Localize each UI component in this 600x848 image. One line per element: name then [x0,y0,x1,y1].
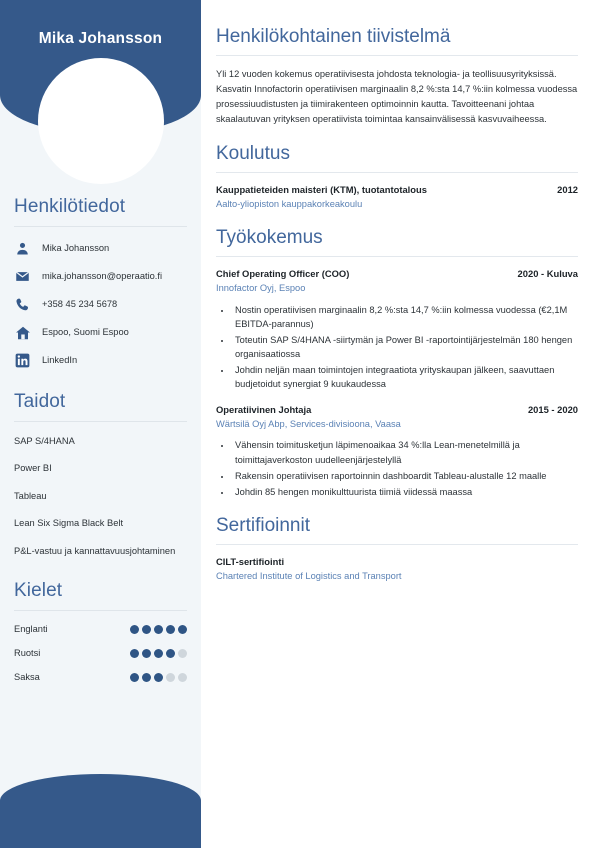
level-dot [178,625,187,634]
level-dot [130,625,139,634]
entry-header [216,184,578,197]
bullet-item: • Johdin neljän maan toimintojen integraatiota yrityskaupan jälkeen, saavuttaen budjetoidut synergiat 9 kuukaudessa [232,363,578,391]
level-dot [178,649,187,658]
entry-date: 2015 - 2020 [527,404,578,416]
sidebar-footer-banner [0,774,201,848]
candidate-name: Mika Johansson [38,30,163,47]
personal-details-heading: Henkilötiedot [14,196,126,217]
entry-title: Chief Operating Officer (COO) [216,268,350,280]
contact-address-text: Espoo, Suomi Espoo [42,326,129,337]
level-dot [130,673,139,682]
entry-title: CILT-sertifiointi [216,555,285,567]
experience-heading: Työkokemus [216,227,323,249]
bullet-item: • Johdin 85 hengen monikulttuurista tiimiä viidessä maassa [232,485,578,499]
languages-heading: Kielet [14,580,63,602]
language-row [14,648,187,658]
contact-phone-text: +358 45 234 5678 [42,298,118,309]
divider [216,256,578,257]
entry-date: 2020 - Kuluva [517,268,578,280]
language-name: Ruotsi [14,648,41,659]
contact-linkedin-text: LinkedIn [42,354,78,365]
section-summary [216,26,578,127]
level-dot [142,625,151,634]
language-name: Englanti [14,624,48,635]
entry-title: Kauppatieteiden maisteri (KTM), tuotantotalous [216,184,427,196]
section-skills [14,391,187,558]
main-content [201,0,600,848]
skills-heading: Taidot [14,391,66,412]
contact-email-text: mika.johansson@operaatio.fi [42,270,163,281]
section-experience [216,227,578,499]
divider [216,55,578,56]
entry-title: Operatiivinen Johtaja [216,404,312,416]
contact-row-linkedin[interactable] [14,352,187,369]
skill-item: SAP S/4HANA [14,436,75,446]
home-icon [14,324,31,341]
level-dot [166,649,175,658]
entry-date: 2012 [557,184,578,196]
entry-organization: Wärtsilä Oyj Abp, Services-divisioona, Vaasa [216,418,401,429]
contact-row-name [14,240,187,257]
skill-item: Power BI [14,463,52,474]
level-dot [154,673,163,682]
entry-bullets [232,438,578,499]
section-certifications [216,515,578,583]
language-name: Saksa [14,672,40,683]
summary-heading: Henkilökohtainen tiivistelmä [216,26,451,47]
phone-icon [14,296,31,313]
level-dot [166,625,175,634]
entry-organization: Aalto-yliopiston kauppakorkeakoulu [216,198,363,209]
education-heading: Koulutus [216,143,290,165]
level-dot [130,649,139,658]
language-level-dots [130,673,187,682]
level-dot [166,673,175,682]
experience-entry [216,268,578,391]
entry-header [216,268,578,281]
language-level-dots [130,625,187,634]
contact-row-phone[interactable] [14,296,187,313]
divider [216,544,578,545]
entry-organization: Chartered Institute of Logistics and Transport [216,570,402,581]
contact-row-address [14,324,187,341]
linkedin-icon [14,352,31,369]
bullet-item: • Vähensin toimitusketjun läpimenoaikaa 34 %:lla Lean-menetelmillä ja toimittajaverkoston uudelleenjärjestelyllä [232,438,578,466]
entry-bullets [232,303,578,392]
section-languages [14,580,187,682]
certifications-heading: Sertifioinnit [216,514,310,536]
contact-name-text: Mika Johansson [42,242,110,253]
level-dot [142,649,151,658]
sidebar [0,0,201,848]
divider [14,226,187,227]
skill-item: P&L-vastuu ja kannattavuusjohtaminen [14,545,176,556]
level-dot [154,649,163,658]
divider [216,172,578,173]
language-row [14,624,187,634]
language-row [14,672,187,682]
entry-header [216,404,578,417]
certification-entry [216,556,578,583]
level-dot [142,673,151,682]
divider [14,421,187,422]
bullet-item: • Toteutin SAP S/4HANA -siirtymän ja Power BI -raportointijärjestelmän 180 hengen organisaatiossa [232,333,578,361]
entry-organization: Innofactor Oyj, Espoo [216,283,306,294]
person-icon [14,240,31,257]
level-dot [154,625,163,634]
experience-entry [216,404,578,499]
contact-row-email[interactable] [14,268,187,285]
summary-text: Yli 12 vuoden kokemus operatiivisesta johdosta teknologia- ja teollisuusyrityksissä. Kasvatin Innofactorin operatiivisen marginaalin 8,2 %:sta 14,7 %:iin kolmessa vuodessa prosessiuudistusten ja tiimirakenteen optimoinnin kautta. Tavoitteenani johtaa skaalautuvan yrityksen operatiivista toimintaa kansainvälisessä kasvuvaiheessa. [216,69,578,125]
education-entry [216,184,578,211]
bullet-item: • Rakensin operatiivisen raportoinnin dashboardit Tableau-alustalle 12 maalle [232,469,578,483]
skill-item: Tableau [14,490,47,501]
bullet-item: • Nostin operatiivisen marginaalin 8,2 %:sta 14,7 %:iin kolmessa vuodessa (€2,1M EBITDA-parannus) [232,303,578,331]
skill-item: Lean Six Sigma Black Belt [14,518,124,529]
divider [14,610,187,611]
section-education [216,143,578,211]
level-dot [178,673,187,682]
sidebar-content [0,196,201,704]
email-icon [14,268,31,285]
entry-header [216,556,578,569]
avatar [38,58,164,184]
section-personal-details [14,196,187,369]
language-level-dots [130,649,187,658]
